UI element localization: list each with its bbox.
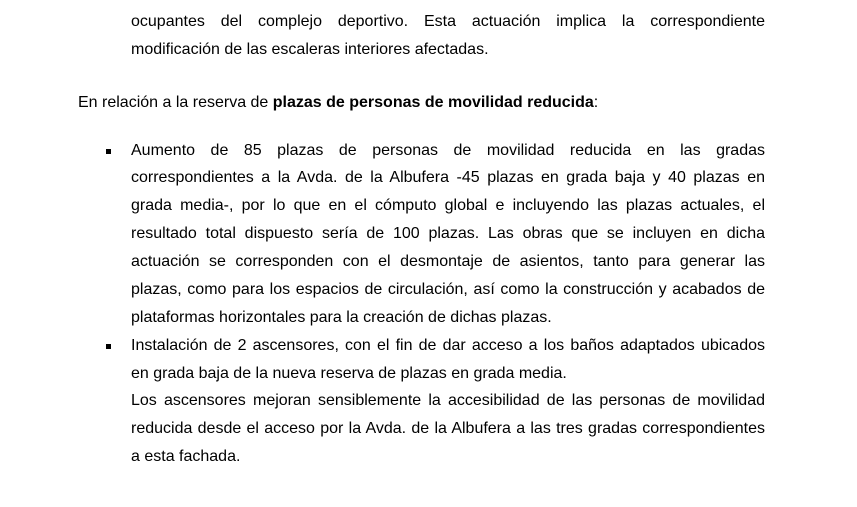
list-item-line: Aumento de 85 plazas de personas de movilidad reducida en las gradas	[131, 142, 765, 159]
list-item-line: grada media-, por lo que en el cómputo global e incluyendo las plazas actuales, el	[131, 197, 765, 214]
list-item-line: plazas, como para los espacios de circulación, así como la construcción y acabados de	[131, 281, 765, 298]
paragraph-line: ocupantes del complejo deportivo. Esta actuación implica la correspondiente	[131, 13, 765, 30]
list-item-line: en grada baja de la nueva reserva de plazas en grada media.	[131, 365, 567, 382]
list-item-line: a esta fachada.	[131, 448, 241, 465]
paragraph-line: modificación de las escaleras interiores afectadas.	[131, 41, 489, 58]
intro-suffix: :	[593, 94, 599, 111]
list-item-line: plataformas horizontales para la creación de dichas plazas.	[131, 309, 552, 326]
intro-bold-term: plazas de personas de movilidad reducida	[272, 94, 594, 111]
section-intro	[78, 93, 598, 113]
bullet-marker	[106, 344, 111, 349]
list-item-line: Instalación de 2 ascensores, con el fin de dar acceso a los baños adaptados ubicados	[131, 337, 765, 354]
list-item-line: reducida desde el acceso por la Avda. de la Albufera a las tres gradas correspondientes	[131, 420, 765, 437]
list-item-line: Los ascensores mejoran sensiblemente la accesibilidad de las personas de movilidad	[131, 392, 765, 409]
bullet-marker	[106, 149, 111, 154]
list-item-line: actuación se corresponden con el desmontaje de asientos, tanto para generar las	[131, 253, 765, 270]
intro-prefix: En relación a la reserva de	[78, 94, 273, 111]
list-item-line: correspondientes a la Avda. de la Albufera -45 plazas en grada baja y 40 plazas en	[131, 169, 765, 186]
list-item-line: resultado total dispuesto sería de 100 plazas. Las obras que se incluyen en dicha	[131, 225, 765, 242]
